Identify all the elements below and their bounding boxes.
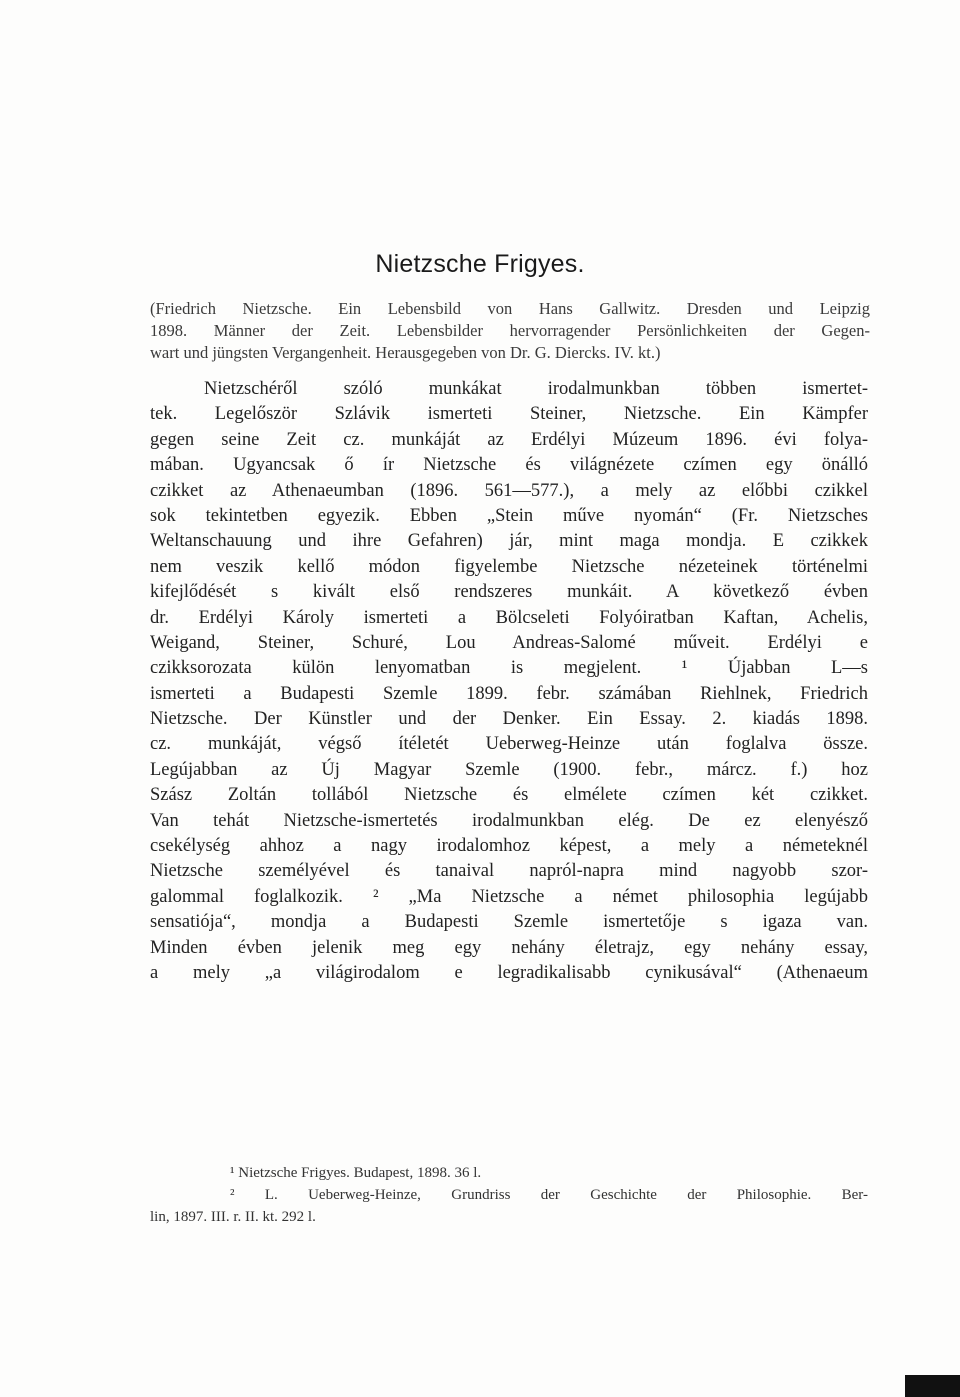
footnotes <box>150 1162 868 1228</box>
body-line: mában. Ugyancsak ő ír Nietzsche és világnézete czímen egy önálló <box>150 455 868 476</box>
body-line: Van tehát Nietzsche-ismertetés irodalmunkban elég. De ez elenyésző <box>150 810 868 831</box>
subtitle-line: 1898. Männer der Zeit. Lebensbilder hervorragender Persönlichkeiten der Gegen- <box>150 321 870 340</box>
body-line: sensatiója“, mondja a Budapesti Szemle ismertetője s igaza van. <box>150 912 868 933</box>
body-line: tek. Legelőször Szlávik ismerteti Steiner, Nietzsche. Ein Kämpfer <box>150 404 868 425</box>
body-line: csekélység ahhoz a nagy irodalomhoz képest, a mely a németeknél <box>150 836 868 857</box>
body-line: kifejlődését s kivált első rendszeres munkáit. A következő évben <box>150 582 868 603</box>
body-line: Nietzsche személyével és tanaival napról-napra mind nagyobb szor- <box>150 861 868 882</box>
body-line: Weigand, Steiner, Schuré, Lou Andreas-Salomé műveit. Erdélyi e <box>150 632 868 653</box>
subtitle-line: (Friedrich Nietzsche. Ein Lebensbild von Hans Gallwitz. Dresden und Leipzig <box>150 299 870 318</box>
body-line: Szász Zoltán tollából Nietzsche és elmélete czímen két czikket. <box>150 785 868 806</box>
body-line: Minden évben jelenik meg egy nehány életrajz, egy nehány essay, <box>150 937 868 958</box>
footnote-2: ² L. Ueberweg-Heinze, Grundriss der Geschichte der Philosophie. Ber- <box>230 1187 868 1203</box>
body-line: ismerteti a Budapesti Szemle 1899. febr. számában Riehlnek, Friedrich <box>150 683 868 704</box>
body-line: czikket az Athenaeumban (1896. 561—577.), a mely az előbbi czikkel <box>150 480 868 501</box>
footnote-1: ¹ Nietzsche Frigyes. Budapest, 1898. 36 l. <box>230 1165 482 1181</box>
body-line: Nietzsche. Der Künstler und der Denker. Ein Essay. 2. kiadás 1898. <box>150 709 868 730</box>
subtitle-line: wart und jüngsten Vergangenheit. Herausgegeben von Dr. G. Diercks. IV. kt.) <box>150 343 661 362</box>
body-paragraph <box>150 377 868 986</box>
body-line: nem veszik kellő módon figyelembe Nietzsche nézeteinek történelmi <box>150 556 868 577</box>
document-title: Nietzsche Frigyes. <box>375 250 585 278</box>
body-line: cz. munkáját, végső ítéletét Ueberweg-Heinze után foglalva össze. <box>150 734 868 755</box>
body-line: galommal foglalkozik. ² „Ma Nietzsche a német philosophia legújabb <box>150 886 868 907</box>
body-line: a mely „a világirodalom e legradikalisabb cynikusával“ (Athenaeum <box>150 962 868 983</box>
body-line: gegen seine Zeit cz. munkáját az Erdélyi Múzeum 1896. évi folya- <box>150 429 868 450</box>
body-line: dr. Erdélyi Károly ismerteti a Bölcseleti Folyóiratban Kaftan, Achelis, <box>150 607 868 628</box>
body-line: czikksorozata külön lenyomatban is megjelent. ¹ Újabban L—s <box>150 658 868 679</box>
scan-edge-mark <box>905 1375 960 1397</box>
footnote-2-continued: lin, 1897. III. r. II. kt. 292 l. <box>150 1209 316 1225</box>
body-line: sok tekintetben egyezik. Ebben „Stein műve nyomán“ (Fr. Nietzsches <box>150 505 868 526</box>
body-line: Legújabban az Új Magyar Szemle (1900. febr., márcz. f.) hoz <box>150 759 868 780</box>
body-line: Weltanschauung und ihre Gefahren) jár, mint maga mondja. E czikkek <box>150 531 868 552</box>
body-line: Nietzschéről szóló munkákat irodalmunkban többen ismertet- <box>204 379 868 399</box>
bibliographic-subtitle <box>150 298 870 364</box>
